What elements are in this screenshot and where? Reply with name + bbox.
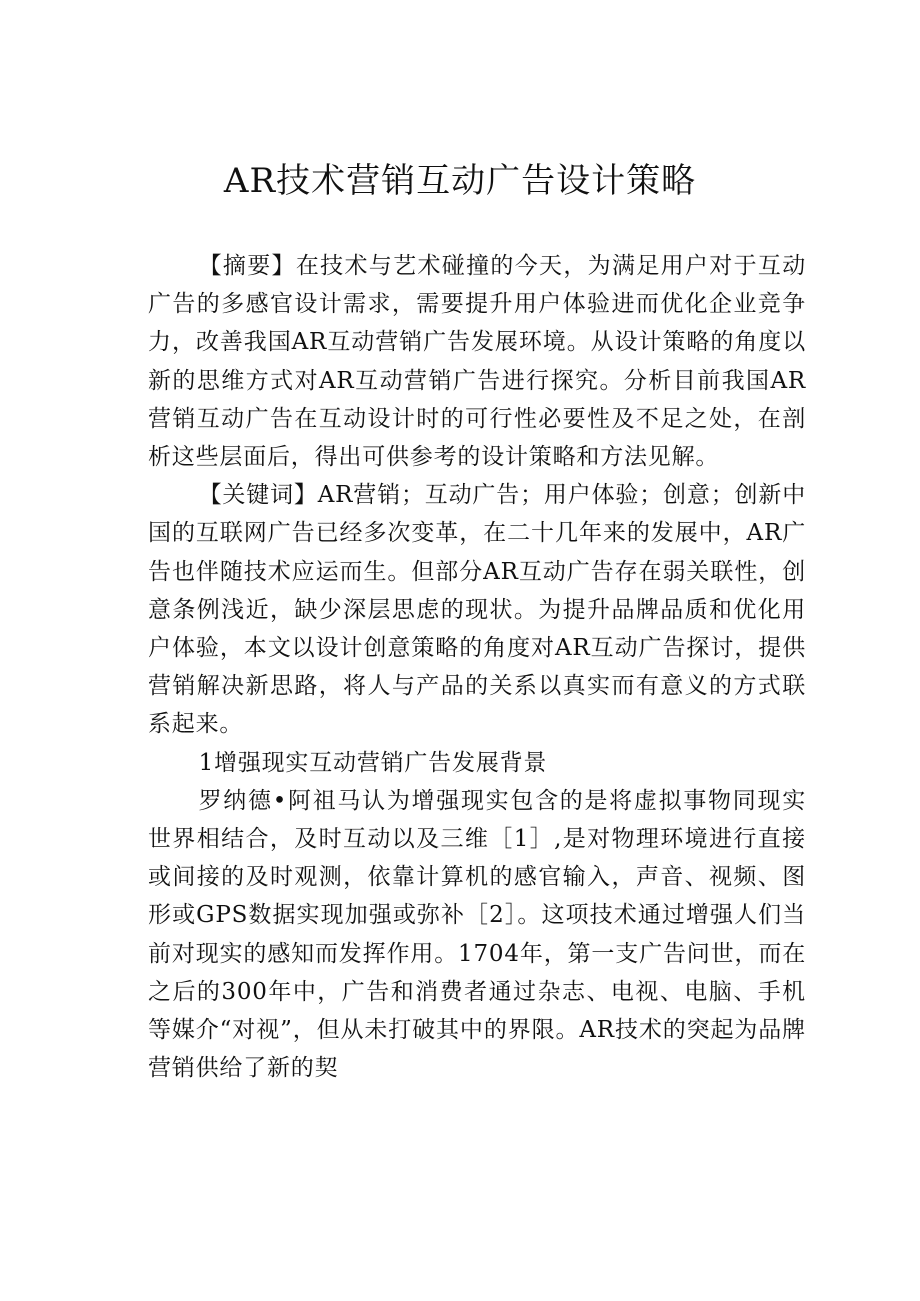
section-heading: 1增强现实互动营销广告发展背景: [198, 749, 548, 776]
document-body: [148, 247, 806, 1087]
keywords-paragraph: 【关键词】AR营销；互动广告；用户体验；创意；创新中国的互联网广告已经多次变革，在二十几年来的发展中，AR广告也伴随技术应运而生。但部分AR互动广告存在弱关联性，创意条例浅近，缺少深层思虑的现状。为提升品牌品质和优化用户体验，本文以设计创意策略的角度对AR互动广告探讨，提供营销解决新思路，将人与产品的关系以真实而有意义的方式联系起来。: [148, 482, 806, 738]
document-title: AR技术营销互动广告设计策略: [223, 161, 697, 201]
abstract-paragraph: 【摘要】在技术与艺术碰撞的今天，为满足用户对于互动广告的多感官设计需求，需要提升用户体验进而优化企业竞争力，改善我国AR互动营销广告发展环境。从设计策略的角度以新的思维方式对AR互动营销广告进行探究。分析目前我国AR营销互动广告在互动设计时的可行性必要性及不足之处，在剖析这些层面后，得出可供参考的设计策略和方法见解。: [148, 253, 806, 471]
section-paragraph: 罗纳德•阿祖马认为增强现实包含的是将虚拟事物同现实世界相结合，及时互动以及三维［1］,是对物理环境进行直接或间接的及时观测，依靠计算机的感官输入，声音、视频、图形或GPS数据实现加强或弥补［2］。这项技术通过增强人们当前对现实的感知而发挥作用。1704年，第一支广告问世，而在之后的300年中，广告和消费者通过杂志、电视、电脑、手机等媒介“对视”，但从未打破其中的界限。AR技术的突起为品牌营销供给了新的契: [148, 787, 806, 1082]
